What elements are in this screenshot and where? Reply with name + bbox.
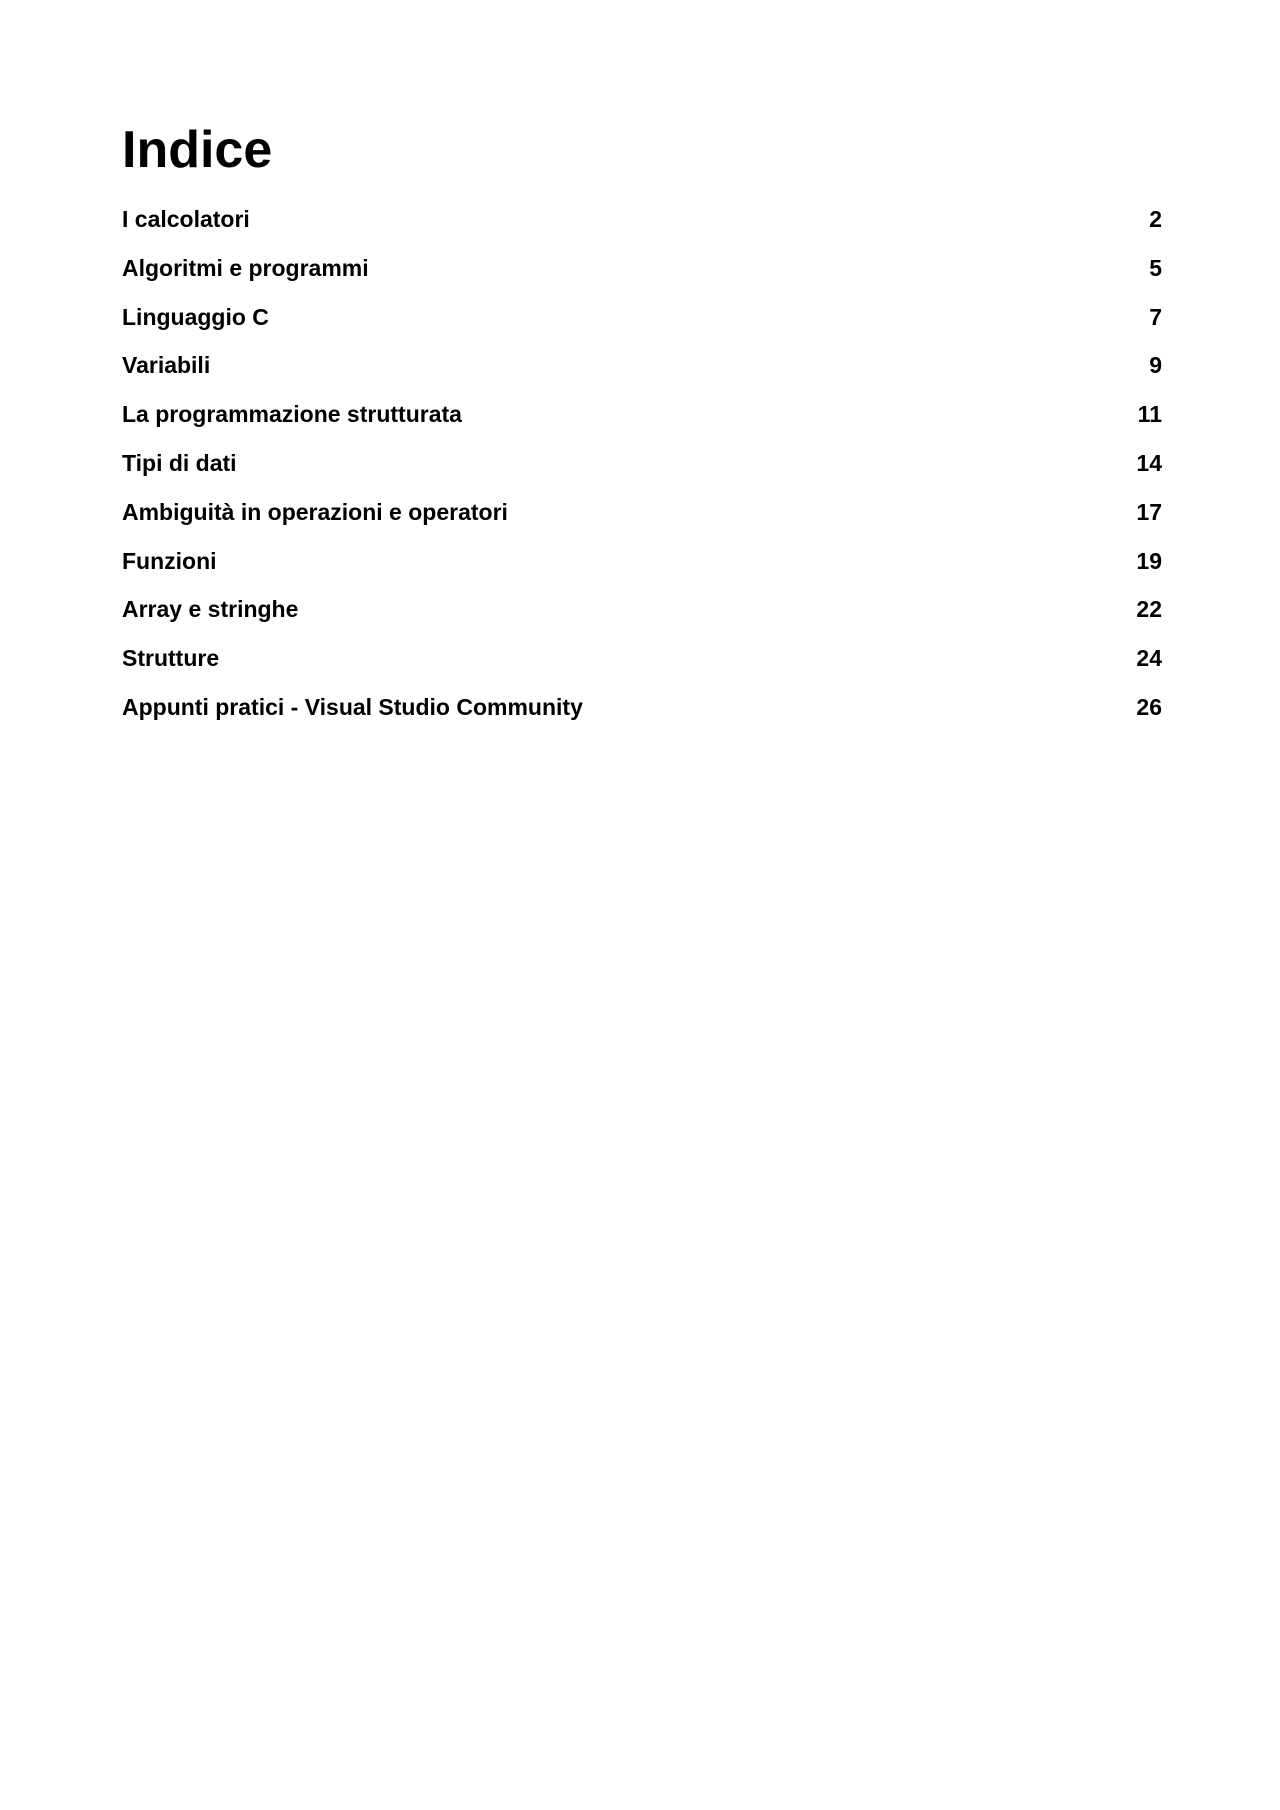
toc-entry[interactable] <box>122 251 1162 300</box>
toc-entry-title: La programmazione strutturata <box>122 401 462 428</box>
toc-entry-page-number: 9 <box>1149 352 1162 379</box>
toc-entry-title: I calcolatori <box>122 206 250 232</box>
toc-entry[interactable] <box>122 397 1162 446</box>
page-title: Indice <box>122 121 273 179</box>
toc-entry-page-number: 14 <box>1136 449 1162 476</box>
toc-entry[interactable] <box>122 300 1162 349</box>
toc-entry-title: Variabili <box>122 352 211 379</box>
toc-entry[interactable] <box>122 495 1162 544</box>
toc-entry-title: Tipi di dati <box>122 449 237 476</box>
toc-entry-title: Linguaggio C <box>122 303 269 330</box>
toc-entry-page-number: 17 <box>1136 498 1162 525</box>
toc-entry[interactable] <box>122 544 1162 593</box>
table-of-contents <box>122 202 1162 739</box>
toc-entry-page-number: 22 <box>1136 596 1162 623</box>
toc-entry[interactable] <box>122 348 1162 397</box>
toc-entry-page-number: 5 <box>1149 254 1162 281</box>
toc-entry[interactable] <box>122 690 1162 739</box>
toc-entry-title: Array e stringhe <box>122 596 299 623</box>
toc-entry-title: Ambiguità in operazioni e operatori <box>122 498 508 525</box>
toc-entry-page-number: 11 <box>1137 401 1162 428</box>
toc-entry[interactable] <box>122 592 1162 641</box>
toc-entry-title: Strutture <box>122 645 220 672</box>
toc-entry-page-number: 24 <box>1136 645 1162 672</box>
toc-entry-page-number: 19 <box>1136 547 1162 574</box>
toc-entry-page-number: 2 <box>1149 206 1162 232</box>
toc-entry-title: Funzioni <box>122 547 217 574</box>
toc-entry[interactable] <box>122 641 1162 690</box>
toc-entry-title: Appunti pratici - Visual Studio Community <box>122 693 583 720</box>
toc-entry-page-number: 26 <box>1136 693 1162 720</box>
toc-entry[interactable] <box>122 446 1162 495</box>
toc-entry-page-number: 7 <box>1149 303 1162 330</box>
toc-entry-title: Algoritmi e programmi <box>122 254 369 281</box>
toc-entry[interactable] <box>122 202 1162 251</box>
